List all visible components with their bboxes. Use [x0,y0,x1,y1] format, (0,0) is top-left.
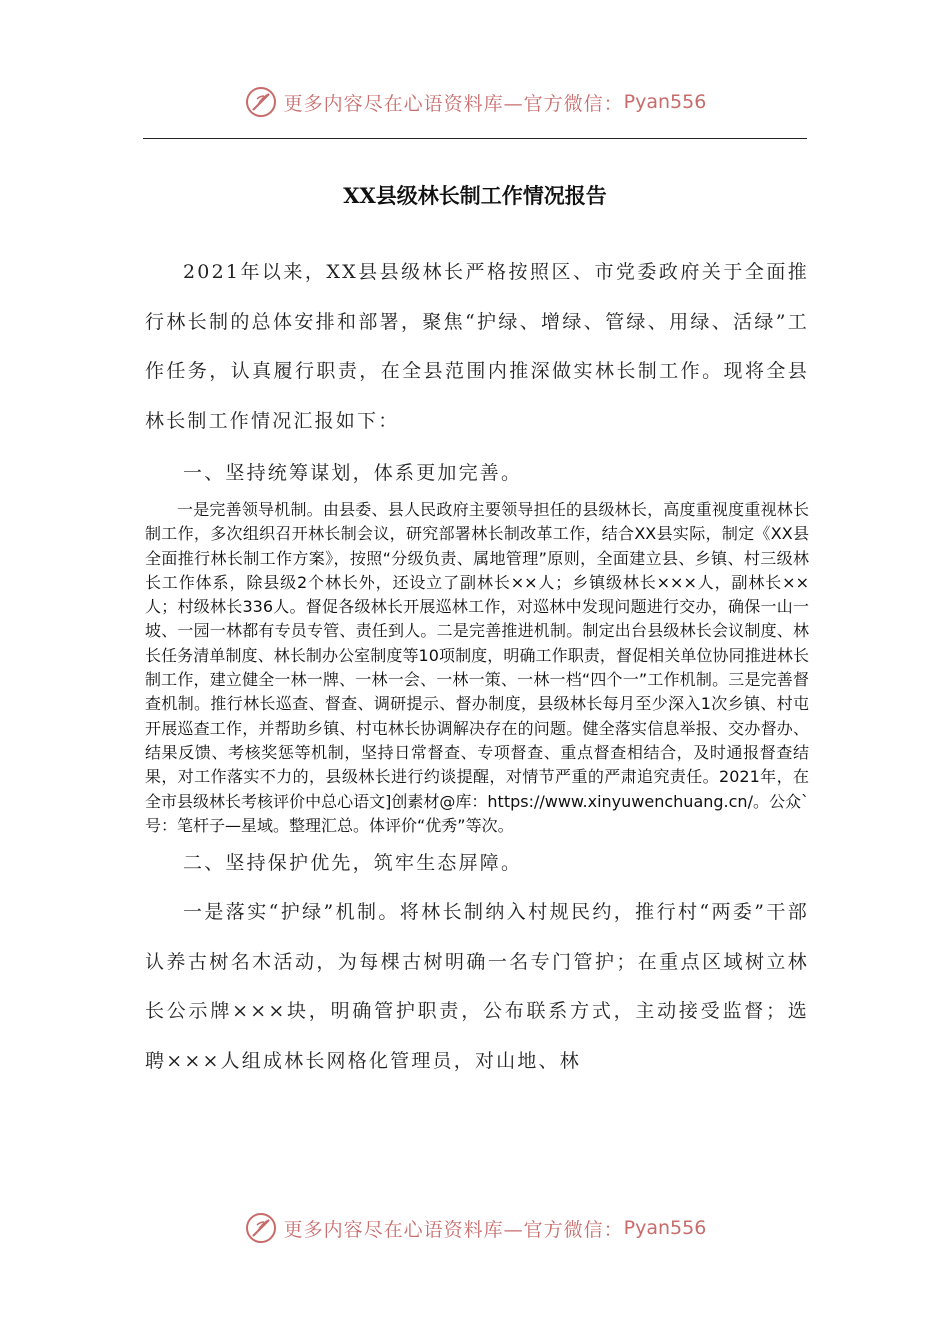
watermark-handle: Pyan556 [623,91,707,113]
section-2-heading: 二、坚持保护优先，筑牢生态屏障。 [183,852,523,875]
section-2-paragraph: 一是落实“护绿”机制。将林长制纳入村规民约，推行村“两委”干部认养古树名木活动，为每棵古树明确一名专门管护；在重点区域树立林长公示牌×××块，明确管护职责，公布联系方式，主动接受监督；选聘×××人组成林长网格化管理员，对山地、林 [145,901,809,1072]
document-title: XX县级林长制工作情况报告 [343,183,607,208]
watermark-text: 更多内容尽在心语资料库—官方微信： [283,1218,624,1241]
footer-watermark [0,1208,950,1248]
quill-logo-icon [244,85,278,119]
quill-logo-icon [244,1211,278,1245]
header-divider [143,138,807,139]
header-watermark [0,82,950,122]
document-body [145,248,809,1086]
intro-paragraph: 2021年以来，XX县县级林长严格按照区、市党委政府关于全面推行林长制的总体安排和部署，聚焦“护绿、增绿、管绿、用绿、活绿”工作任务，认真履行职责，在全县范围内推深做实林长制工作。现将全县林长制工作情况汇报如下： [145,261,809,432]
watermark-text: 更多内容尽在心语资料库—官方微信： [283,92,624,115]
watermark-handle: Pyan556 [623,1217,707,1239]
section-1-heading: 一、坚持统筹谋划，体系更加完善。 [183,462,523,484]
section-1-paragraph: 一是完善领导机制。由县委、县人民政府主要领导担任的县级林长，高度重视度重视林长制工作，多次组织召开林长制会议，研究部署林长制改革工作，结合XX县实际，制定《XX县全面推行林长制工作方案》，按照“分级负责、属地管理”原则，全面建立县、乡镇、村三级林长工作体系，除县级2个林长外，还设立了副林长××人；乡镇级林长×××人，副林长××人；村级林长336人。督促各级林长开展巡林工作，对巡林中发现问题进行交办，确保一山一坡、一园一林都有专员专管、责任到人。二是完善推进机制。制定出台县级林长会议制度、林长任务清单制度、林长制办公室制度等10项制度，明确工作职责，督促相关单位协同推进林长制工作，建立健全一林一牌、一林一会、一林一策、一林一档“四个一”工作机制。三是完善督查机制。推行林长巡查、督查、调研提示、督办制度，县级林长每月至少深入1次乡镇、村屯开展巡查工作，并帮助乡镇、村屯林长协调解决存在的问题。健全落实信息举报、交办督办、结果反馈、考核奖惩等机制，坚持日常督查、专项督查、重点督查相结合，及时通报督查结果，对工作落实不力的，县级林长进行约谈提醒，对情节严重的严肃追究责任。2021年，在全市县级林长考核评价中总心语文]创素材@库：https://www.xinyuwenchuang.cn/。公众`号：笔杆子—星域。整理汇总。体评价“优秀”等次。 [145,500,809,835]
